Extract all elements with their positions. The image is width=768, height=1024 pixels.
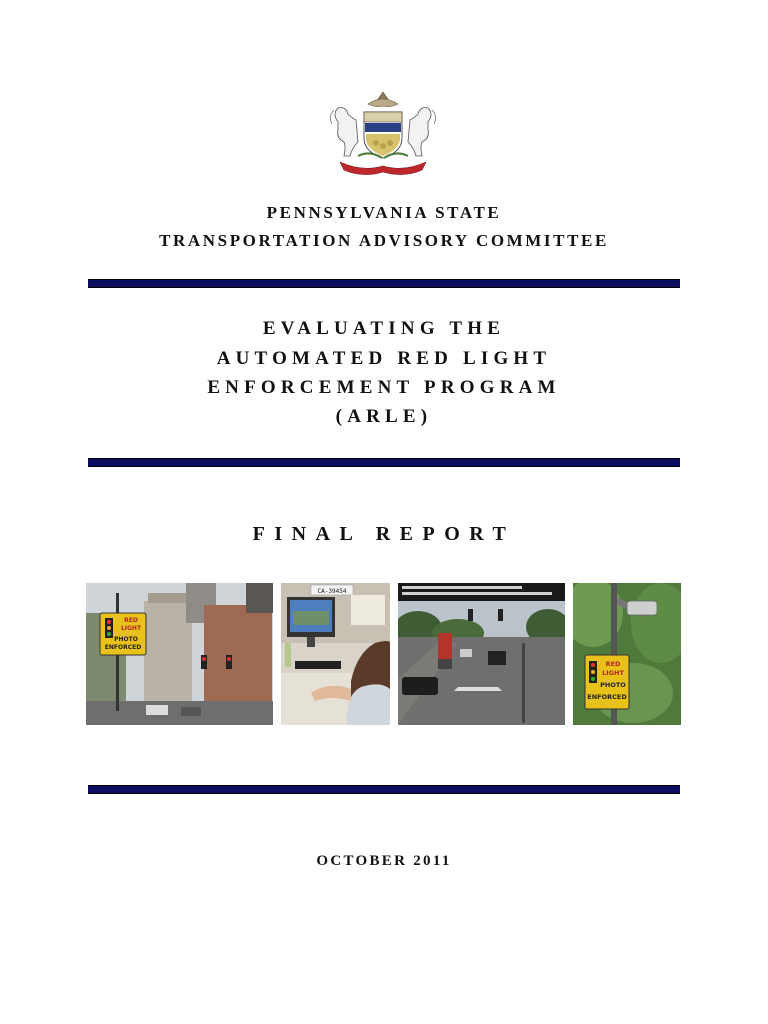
sign-text-photo: PHOTO <box>114 636 138 643</box>
divider-rule-bottom <box>88 785 680 794</box>
sign-text-enforced-2: ENFORCED <box>587 693 627 701</box>
pennsylvania-coat-of-arms-seal <box>318 86 448 176</box>
sign-text-red-2: RED <box>605 660 621 668</box>
photo-operator-reviewing-footage <box>281 583 390 725</box>
photo-traffic-camera-view <box>398 583 565 725</box>
divider-rule-middle <box>88 458 680 467</box>
report-type-heading: FINAL REPORT <box>252 523 516 545</box>
photo-camera-pole-sign <box>573 583 681 725</box>
photo-city-intersection <box>86 583 273 725</box>
sign-text-light-2: LIGHT <box>602 669 624 677</box>
sign-text-enforced: ENFORCED <box>104 644 142 651</box>
report-title-line-3: ENFORCEMENT PROGRAM <box>207 377 561 398</box>
report-title-line-2: AUTOMATED RED LIGHT <box>216 348 552 369</box>
report-date: OCTOBER 2011 <box>316 853 452 869</box>
organization-name-line-2: TRANSPORTATION ADVISORY COMMITTEE <box>159 231 609 250</box>
sign-text-photo-2: PHOTO <box>600 681 626 689</box>
report-title-line-1: EVALUATING THE <box>262 318 506 339</box>
license-plate-text: CA-39454 <box>317 588 347 595</box>
sign-text-red: RED <box>124 617 138 624</box>
organization-name-line-1: PENNSYLVANIA STATE <box>266 203 502 222</box>
divider-rule-top <box>88 279 680 288</box>
report-title-line-4: (ARLE) <box>335 406 433 427</box>
sign-text-light: LIGHT <box>120 625 142 632</box>
